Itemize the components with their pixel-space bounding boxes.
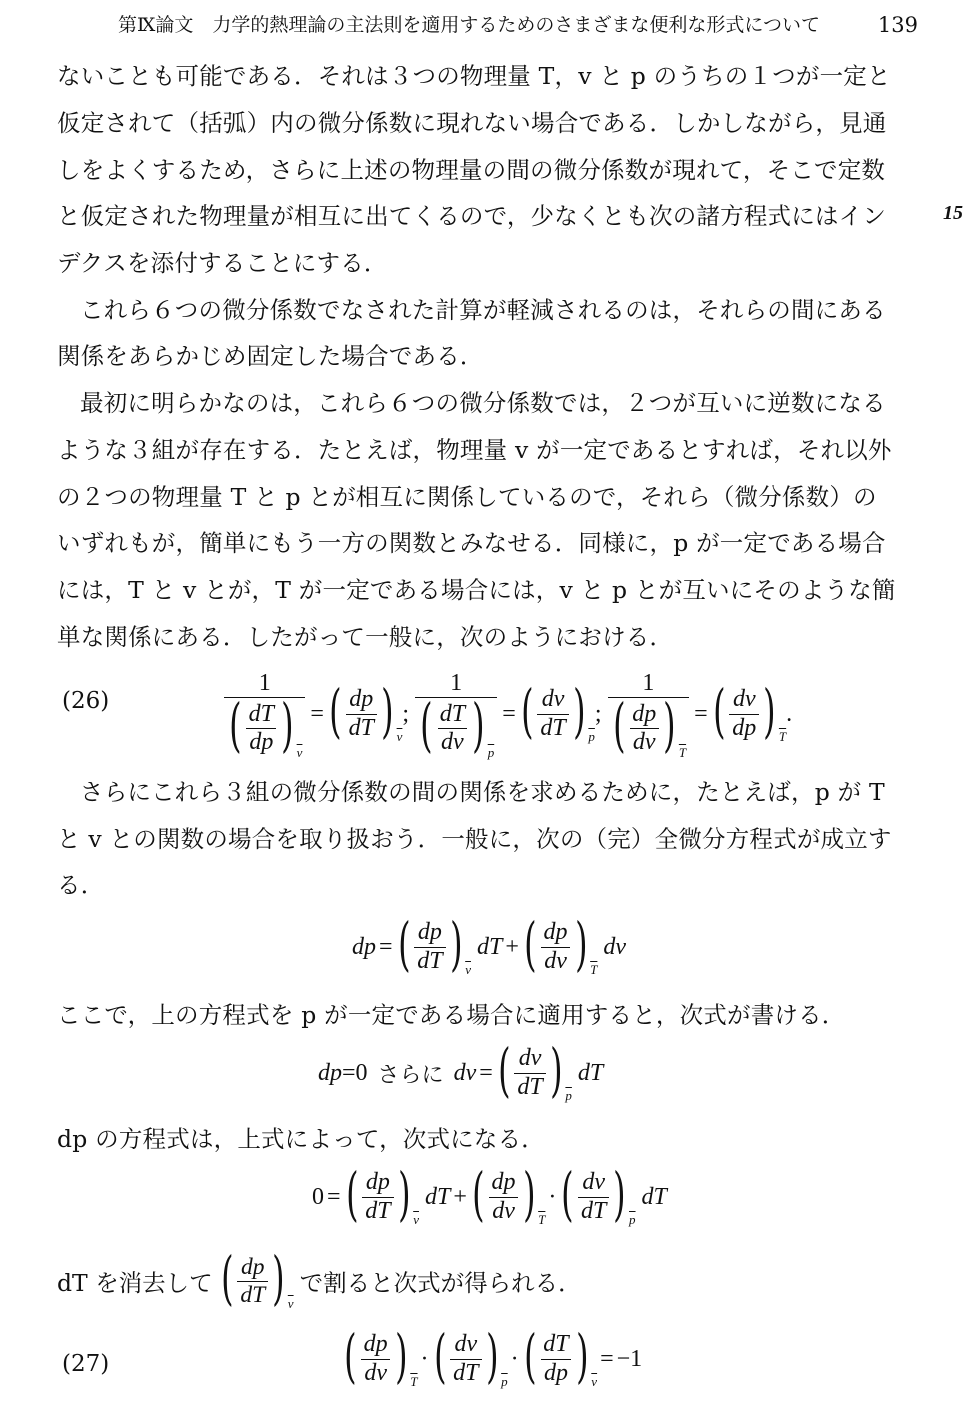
text-line: ないことも可能である．それは３つの物理量 T，v と p のうちの１つが一定と <box>57 62 891 90</box>
margin-line-number: 15 <box>943 202 963 224</box>
text-line: 単な関係にある．したがって一般に，次のようにおける． <box>57 623 674 651</box>
text-line: 仮定されて（括弧）内の微分係数に現れない場合である．しかしながら，見通 <box>57 109 887 137</box>
equation-label-26: (26) <box>62 688 110 714</box>
text-line: 最初に明らかなのは，これら６つの微分係数では，２つが互いに逆数になる <box>80 389 886 417</box>
text-line: dp の方程式は，上式によって，次式になる． <box>57 1125 545 1153</box>
text-line: には，T と v とが，T が一定である場合には，v と p とが互いにそのような簡 <box>57 576 896 604</box>
sarani-text: さらに <box>377 1062 444 1088</box>
text-line-with-fraction: dT を消去して ( $\frac{dp}{dT}$ ) $\overline{v}$ で割ると次式が得られる． <box>57 1244 582 1312</box>
text-line: の２つの物理量 T と p とが相互に関係しているので，それら（微分係数）の <box>57 483 877 511</box>
equation-total-differential: dp = ( $\frac{dp}{dT}$ ) $\overline{v}$ dT + ( $\frac{dp}{dv}$ ) $\overline{T}$ dv <box>352 910 627 978</box>
equation-27: ( $\frac{dp}{dv}$ ) $\overline{T}$ · ( $\frac{dv}{dT}$ ) $\overline{p}$ · ( $\frac{dT}{dp}$ ) $\overline{v}$ = −1 <box>344 1322 643 1390</box>
text-line: デクスを添付することにする． <box>57 249 388 277</box>
header-title: 第Ⅸ論文 力学的熱理論の主法則を適用するためのさまざまな便利な形式について <box>118 14 820 36</box>
text-line: と v との関数の場合を取り扱おう．一般に，次の（完）全微分方程式が成立す <box>57 825 892 853</box>
text-line: これら６つの微分係数でなされた計算が軽減されるのは，それらの間にある <box>80 296 886 324</box>
text-line: いずれもが，簡単にもう一方の関数とみなせる．同様に，p が一定である場合 <box>57 529 886 557</box>
page-number: 139 <box>877 13 918 37</box>
text-line: ここで，上の方程式を p が一定である場合に適用すると，次式が書ける． <box>57 1001 846 1029</box>
text-line: さらにこれら３組の微分係数の間の関係を求めるために，たとえば，p が T <box>80 778 885 806</box>
equation-label-27: (27) <box>62 1351 110 1377</box>
equation-zero: 0 = ( $\frac{dp}{dT}$ ) $\overline{v}$ dT + ( $\frac{dp}{dv}$ ) $\overline{T}$ · ( $\frac{dv}{dT}$ ) $\overline{p}$ dT <box>312 1160 667 1228</box>
equation-dp-zero: dp =0 さらに dv = ( $\frac{dv}{dT}$ ) $\overline{p}$ dT <box>318 1036 604 1104</box>
equation-26: 1 ( $\frac{dT}{dp}$ ) $\overline{v}$ = ( $\frac{dp}{dT}$ ) $\overline{v}$ ; 1 ( $\frac{dT}{dv}$ ) $\overline{p}$ = ( $\frac{dv}{dT}$ ) $\overline{p}$ ; 1 ( $\frac{dp}{dv}$ ) $\overline{T}$ = ( $\frac{dv}{dp}$ ) $\overline{T}$ . <box>222 668 792 757</box>
text-line: しをよくするため，さらに上述の物理量の間の微分係数が現れて，そこで定数 <box>57 156 886 184</box>
text-after-fraction: で割ると次式が得られる． <box>299 1269 582 1297</box>
text-line: 関係をあらかじめ固定した場合である． <box>57 342 484 370</box>
text-before-fraction: dT を消去して <box>57 1269 213 1297</box>
running-header <box>118 10 918 40</box>
text-line: る． <box>57 871 105 899</box>
text-line: と仮定された物理量が相互に出てくるので，少なくとも次の諸方程式にはイン <box>57 202 887 230</box>
text-line: ような３組が存在する．たとえば，物理量 v が一定であるとすれば，それ以外 <box>57 436 892 464</box>
